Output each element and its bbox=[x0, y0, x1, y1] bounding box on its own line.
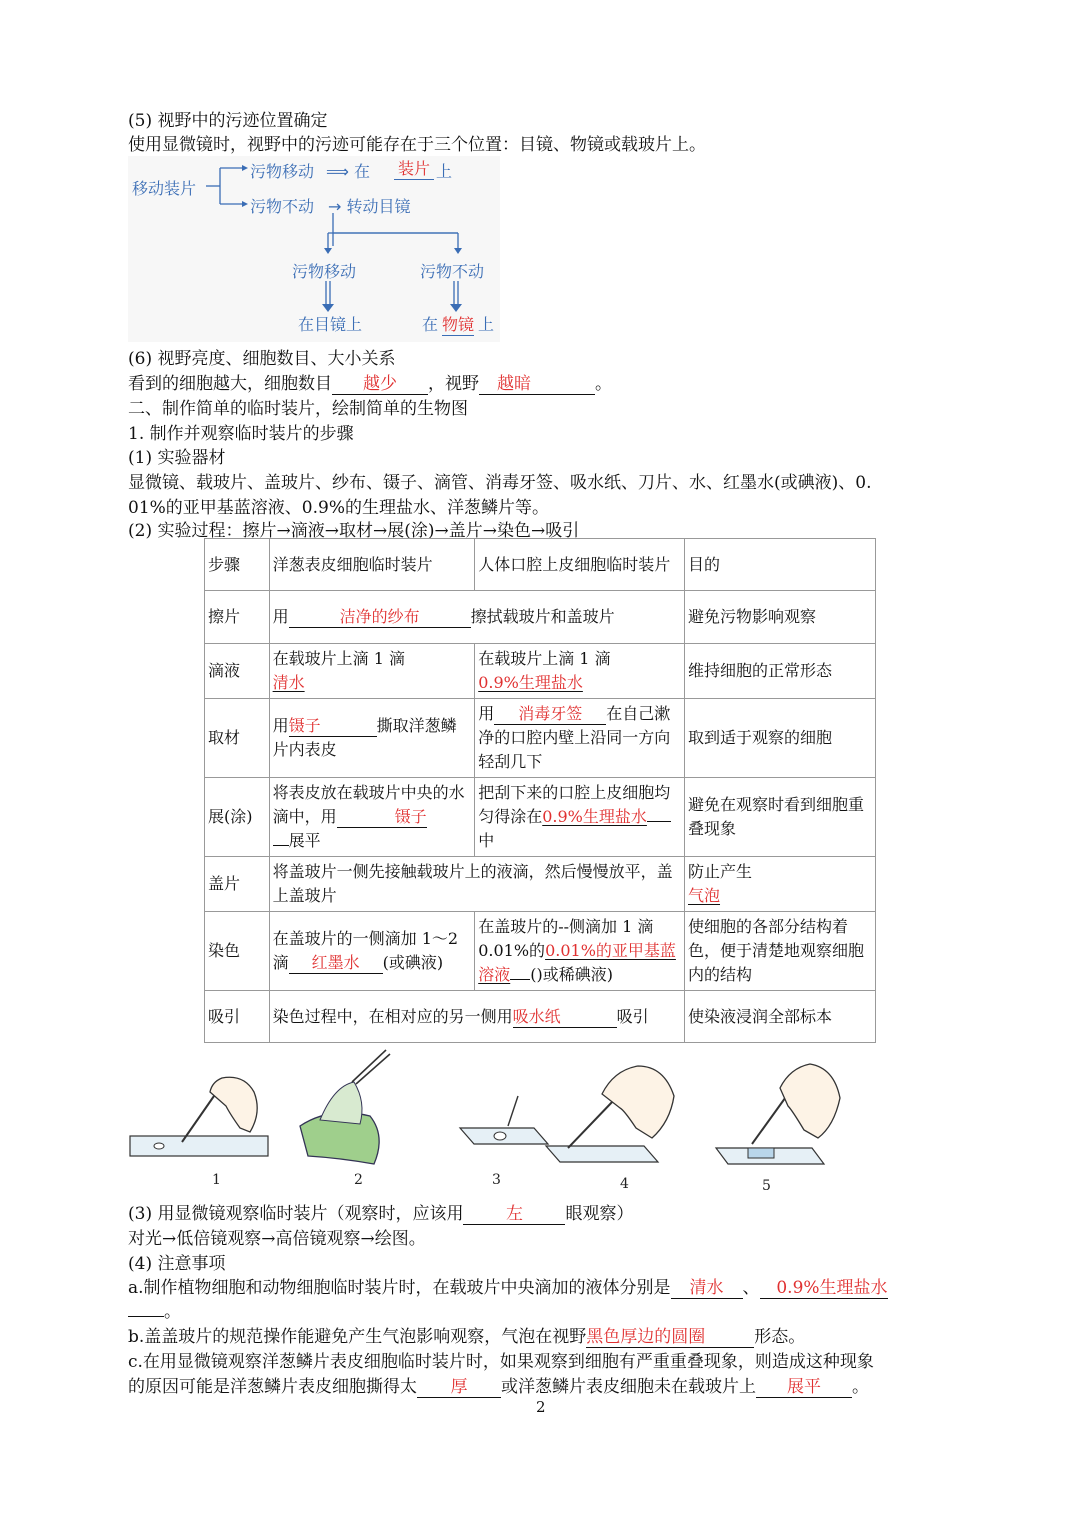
table-row-spread bbox=[205, 778, 876, 857]
table-row-drop bbox=[205, 644, 876, 699]
cover-purpose: 防止产生 气泡 bbox=[685, 857, 876, 912]
section-6-text bbox=[128, 369, 612, 395]
section-4-heading: (4) 注意事项 bbox=[128, 1254, 226, 1274]
step-wipe: 擦片 bbox=[205, 591, 270, 644]
step-absorb: 吸引 bbox=[205, 991, 270, 1043]
answer-saline-2: 0.9%生理盐水 bbox=[542, 807, 647, 826]
header-purpose: 目的 bbox=[685, 539, 876, 591]
flow-on-suffix-2: 上 bbox=[478, 315, 495, 334]
answer-bubble: 气泡 bbox=[688, 886, 721, 905]
answer-water: 清水 bbox=[272, 673, 305, 692]
flow-move-slide: 移动装片 bbox=[132, 179, 197, 198]
note-c-line-2: 的原因可能是洋葱鳞片表皮细胞撕得太 厚 或洋葱鳞片表皮细胞未在载玻片上 展平 。 bbox=[128, 1377, 869, 1397]
answer-saline: 0.9%生理盐水 bbox=[478, 673, 583, 692]
absorb-purpose: 使染液浸润全部标本 bbox=[685, 991, 876, 1043]
flow-answer-objective: 物镜 bbox=[442, 312, 474, 336]
blank-toothpick: 消毒牙签 bbox=[494, 704, 606, 725]
take-onion: 用镊子 撕取洋葱鳞片内表皮 bbox=[269, 699, 475, 778]
blank-bubble-shape: 黑色厚边的圆圈 bbox=[586, 1327, 754, 1348]
spread-cheek: 把刮下来的口腔上皮细胞均匀得涂在0.9%生理盐水中 bbox=[475, 778, 685, 857]
figure-label-1: 1 bbox=[212, 1172, 221, 1188]
s6-text-a: 看到的细胞越大，细胞数目 bbox=[128, 374, 332, 394]
flow-on-suffix: 上 bbox=[436, 162, 453, 181]
header-cheek: 人体口腔上皮细胞临时装片 bbox=[475, 539, 685, 591]
table-row-absorb bbox=[205, 991, 876, 1043]
flow-arrow-at: ⟹ 在 bbox=[326, 162, 371, 181]
wipe-method: 用 洁净的纱布 擦拭载玻片和盖玻片 bbox=[269, 591, 684, 644]
process-heading: (2) 实验过程：擦片→滴液→取材→展(涂)→盖片→染色→吸引 bbox=[128, 521, 580, 541]
s6-text-c: 。 bbox=[595, 374, 612, 394]
note-b: b.盖盖玻片的规范操作能避免产生气泡影响观察，气泡在视野黑色厚边的圆圈 形态。 bbox=[128, 1327, 806, 1347]
blank-red-ink: 红墨水 bbox=[289, 953, 383, 974]
blank-fewer: 越少 bbox=[332, 374, 428, 395]
flow-moves: 污物移动 bbox=[250, 162, 315, 181]
step-spread: 展(涂) bbox=[205, 778, 270, 857]
stain-purpose: 使细胞的各部分结构着色，便于清楚地观察细胞内的结构 bbox=[685, 912, 876, 991]
procedure-figures bbox=[126, 1052, 846, 1192]
absorb-method: 染色过程中，在相对应的另一侧用吸水纸 吸引 bbox=[269, 991, 684, 1043]
note-a: a.制作植物细胞和动物细胞临时装片时，在载玻片中央滴加的液体分别是 清水 、 0.9%生理盐水 bbox=[128, 1278, 888, 1298]
blank-tail-4 bbox=[128, 1316, 164, 1317]
flow-moves-2: 污物移动 bbox=[292, 262, 357, 281]
figure-2-onion-peel bbox=[290, 1046, 410, 1172]
answer-methylene-blue: 0.01%的亚甲基蓝溶液 bbox=[478, 941, 676, 984]
figure-label-3: 3 bbox=[492, 1172, 501, 1188]
blank-tweezers-2: 镊子 bbox=[337, 807, 427, 828]
blank-saline-note: 0.9%生理盐水 bbox=[760, 1278, 888, 1299]
flow-on-eyepiece: 在目镜上 bbox=[298, 315, 363, 334]
s6-text-b: ，视野 bbox=[428, 374, 479, 394]
table-row-cover bbox=[205, 857, 876, 912]
blank-tail-2 bbox=[647, 821, 671, 822]
blank-tweezers: 镊子 bbox=[289, 716, 377, 737]
blank-gauze: 洁净的纱布 bbox=[289, 607, 471, 628]
figure-label-2: 2 bbox=[354, 1172, 363, 1188]
stain-onion: 在盖玻片的一侧滴加 1～2 滴 红墨水 (或碘液) bbox=[269, 912, 475, 991]
spread-onion: 将表皮放在载玻片中央的水滴中，用 镊子 展平 bbox=[269, 778, 475, 857]
blank-water: 清水 bbox=[671, 1278, 743, 1299]
flow-not-moves-2: 污物不动 bbox=[420, 262, 485, 281]
figure-4-coverslip bbox=[540, 1048, 680, 1174]
section-5-heading: (5) 视野中的污迹位置确定 bbox=[128, 111, 328, 131]
take-cheek: 用 消毒牙签 在自己漱净的口腔内壁上沿同一方向轻刮几下 bbox=[475, 699, 685, 778]
drop-cheek: 在载玻片上滴 1 滴 0.9%生理盐水 bbox=[475, 644, 685, 699]
figure-5-staining bbox=[692, 1044, 842, 1174]
section-3-heading: (3) 用显微镜观察临时装片（观察时，应该用 左 眼观察） bbox=[128, 1204, 634, 1224]
step-cover: 盖片 bbox=[205, 857, 270, 912]
stain-cheek: 在盖玻片的--侧滴加 1 滴 0.01%的0.01%的亚甲基蓝溶液 ()或稀碘液) bbox=[475, 912, 685, 991]
materials-line-2: 01%的亚甲基蓝溶液、0.9%的生理盐水、洋葱鳞片等。 bbox=[128, 498, 549, 518]
drop-purpose: 维持细胞的正常形态 bbox=[685, 644, 876, 699]
flow-answer-slide: 装片 bbox=[394, 156, 434, 180]
note-a-tail: 。 bbox=[128, 1297, 181, 1322]
spread-purpose: 避免在观察时看到细胞重叠现象 bbox=[685, 778, 876, 857]
blank-thick: 厚 bbox=[417, 1377, 501, 1398]
cover-method: 将盖玻片一侧先接触载玻片上的液滴，然后慢慢放平，盖上盖玻片 bbox=[269, 857, 684, 912]
section-3-flow: 对光→低倍镜观察→高倍镜观察→绘图。 bbox=[128, 1229, 426, 1249]
wipe-purpose: 避免污物影响观察 bbox=[685, 591, 876, 644]
section-6-heading: (6) 视野亮度、细胞数目、大小关系 bbox=[128, 349, 396, 369]
figure-label-5: 5 bbox=[762, 1178, 771, 1194]
materials-heading: (1) 实验器材 bbox=[128, 448, 226, 468]
take-purpose: 取到适于观察的细胞 bbox=[685, 699, 876, 778]
steps-table bbox=[204, 538, 876, 1043]
note-c-line-1: c.在用显微镜观察洋葱鳞片表皮细胞临时装片时，如果观察到细胞有严重重叠现象，则造成这种现象 bbox=[128, 1352, 874, 1372]
blank-tail bbox=[273, 845, 289, 846]
materials-line-1: 显微镜、载玻片、盖玻片、纱布、镊子、滴管、消毒牙签、吸水纸、刀片、水、红墨水(或碘液)、0. bbox=[128, 473, 872, 493]
flow-at-2: 在 bbox=[422, 315, 439, 334]
table-row-take bbox=[205, 699, 876, 778]
table-row-wipe bbox=[205, 591, 876, 644]
blank-tail-3 bbox=[510, 979, 530, 980]
flow-turn-eyepiece: → 转动目镜 bbox=[328, 197, 411, 216]
blank-left-eye: 左 bbox=[463, 1204, 565, 1225]
blank-flatten: 展平 bbox=[756, 1377, 852, 1398]
blank-blotting-paper: 吸水纸 bbox=[513, 1007, 617, 1028]
step-stain: 染色 bbox=[205, 912, 270, 991]
blank-darker: 越暗 bbox=[479, 374, 595, 395]
step-drop: 滴液 bbox=[205, 644, 270, 699]
item-1-heading: 1. 制作并观察临时装片的步骤 bbox=[128, 424, 354, 444]
part-2-heading: 二、制作简单的临时装片，绘制简单的生物图 bbox=[128, 399, 468, 419]
table-header-row bbox=[205, 539, 876, 591]
drop-onion: 在载玻片上滴 1 滴 清水 bbox=[269, 644, 475, 699]
flow-not-moves: 污物不动 bbox=[250, 197, 315, 216]
table-row-stain bbox=[205, 912, 876, 991]
figure-label-4: 4 bbox=[620, 1176, 629, 1192]
page-number: 2 bbox=[536, 1398, 546, 1416]
stain-location-flow-diagram bbox=[128, 156, 500, 342]
header-step: 步骤 bbox=[205, 539, 270, 591]
figure-1-dropper bbox=[126, 1052, 276, 1172]
section-5-text: 使用显微镜时，视野中的污迹可能存在于三个位置：目镜、物镜或载玻片上。 bbox=[128, 135, 706, 155]
step-take: 取材 bbox=[205, 699, 270, 778]
header-onion: 洋葱表皮细胞临时装片 bbox=[269, 539, 475, 591]
